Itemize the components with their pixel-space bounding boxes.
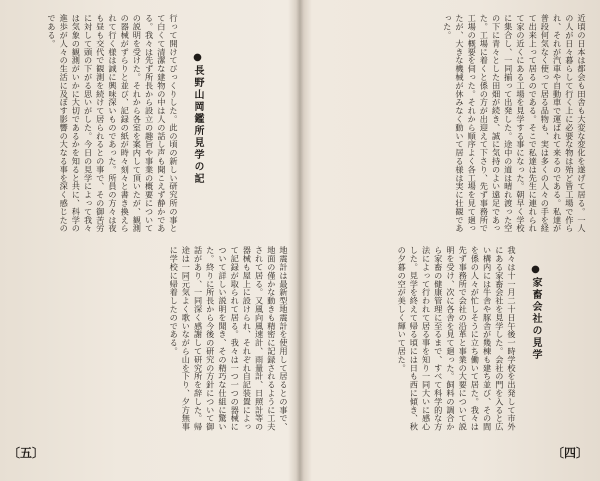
left-page-top-heading: ●長野山岡鑑所見学の記 bbox=[192, 52, 203, 185]
left-page-number: 〔五〕 bbox=[8, 446, 45, 460]
book-gutter bbox=[296, 0, 304, 481]
right-page-top-body: 近頃の日本は都会も田舎も大変な変化を遂げて居る。一人の人が日々暮らして行く上に必要な物は殆ど皆工場で作られ、それが汽車や自動車で運ばれて来るのである。私達が普段何気なく使って居る品物も、実は多くの人々の手を経て出来上って居るのである。そこで私達は先生に連れられて家の近くにある工場を見学する事になった。朝早く学校に集合し、一同揃って出発した。途中の道は晴れ渡った空の下に青々とした田畑が続き、誠に気持のよい遠足であった。工場に着くと係の方が出迎えて下さり、先ず事務所で工場の概要を伺った。それから順序よく各工場を見て廻ったが、大きな機械が休みなく動いて居る様は実に壮観であった。 bbox=[442, 14, 587, 233]
left-page bbox=[18, 14, 290, 454]
left-page-bottom-body: 地震計は最新型地震計を使用して居るとの事で、地面の僅かな動きも精密に記録されるように工夫されて居る。又風向風速計、雨量計、日照計等の器械も屋上に設けられ、それぞれ自記装置によって記録が取られて居る。我々は一つ一つの器械について詳しい説明を聞き、その精巧な仕組に驚いた。終りに所長から今後の研究の方針について御話があり、一同深く感謝して研究所を辞した。帰途は一同元気よく歌いながら山を下り、夕方無事に学校に帰着したのである。 bbox=[169, 246, 289, 431]
right-page bbox=[318, 14, 588, 454]
left-page-top-body: 行って開けてびっくりした。此の頃の新しい研究所の事とて白くて清潔な建物の中は人の話し声も聞こえず静かである。我々は先ず所長から設立の趣旨や事業の概要についての説明を受けた。それから各室を案内して頂いたが、観測の器械がずらりと並び、記録の紙が時々刻々と書き換えられて行く様は誠に興味深いものであった。所員の方々は夜も昼も交代で観測を続けて居られるとの事で、その御苦労に対して頭の下がる思いがした。今日の見学によって我々は気象の観測がいかに大切であるかを知ると共に、科学の進歩が人々の生活に及ぼす影響の大なる事を深く感じたのである。 bbox=[46, 14, 179, 233]
right-page-number: 〔四〕 bbox=[551, 446, 588, 460]
right-page-bottom-body: 我々は十一月二十日午後一時学校を出発して市外にある家畜会社を見学した。会社の門を入ると広い構内には牛舎や豚舎が幾棟も建ち並び、その間を係の人々が忙しそうに立ち働いて居た。我々は先ず事務所で会社の沿革と事業の大要について説明を受け、次に各舎を見て廻った。飼料の調合から家畜の健康管理に至るまで、すべて科学的な方法によって行われて居る事を知り一同大いに感心した。見学を終えて帰る頃には日も西に傾き、秋の夕暮の空が美しく輝いて居た。 bbox=[397, 246, 517, 431]
right-page-bottom-heading: ●家畜会社の見学 bbox=[530, 264, 541, 361]
left-page-top-body-lead bbox=[208, 14, 290, 236]
